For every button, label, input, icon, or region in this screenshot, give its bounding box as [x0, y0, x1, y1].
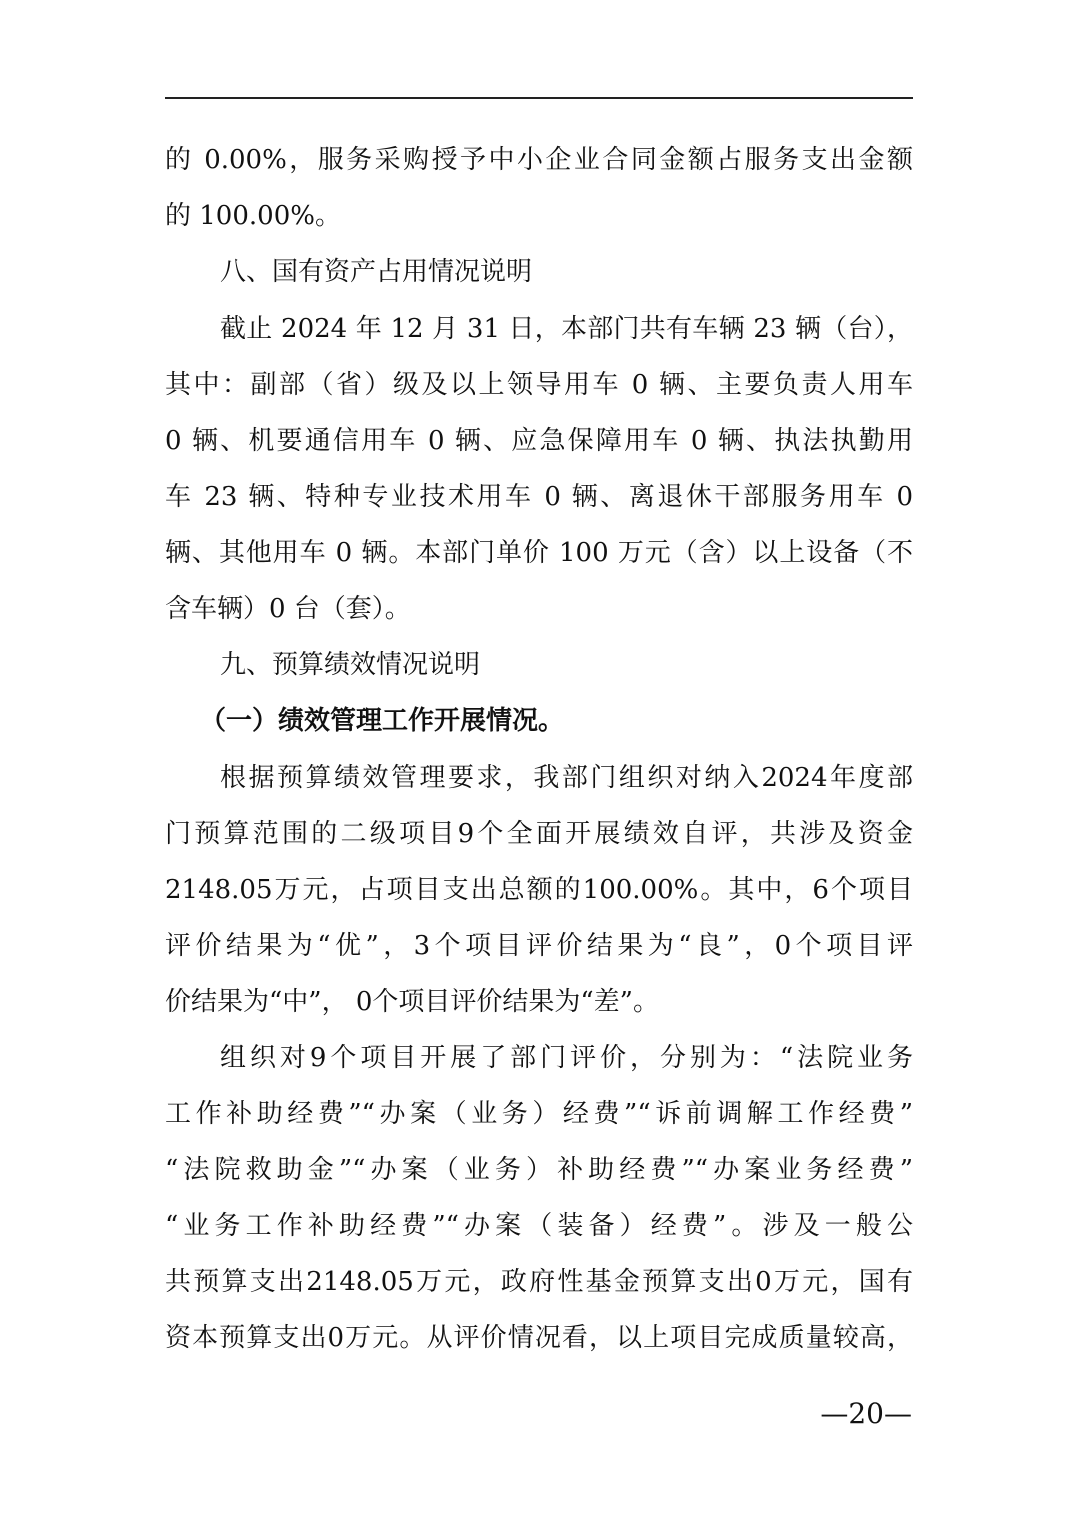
paragraph-line: 车 23 辆、特种专业技术用车 0 辆、离退休干部服务用车 0 [165, 482, 913, 512]
paragraph-line: 根据预算绩效管理要求，我部门组织对纳入2024年度部 [220, 763, 913, 793]
page-number: —20— [820, 1397, 912, 1430]
paragraph-line: “业务工作补助经费”“办案（装备）经费”。涉及一般公 [165, 1211, 913, 1241]
section-heading-8: 八、国有资产占用情况说明 [220, 257, 533, 287]
paragraph-line: 2148.05万元，占项目支出总额的100.00%。其中，6个项目 [165, 875, 913, 905]
paragraph-line: 的 0.00%，服务采购授予中小企业合同金额占服务支出金额 [165, 145, 913, 175]
paragraph-line: 的 100.00%。 [165, 201, 341, 231]
paragraph-line: 价结果为“中”， 0个项目评价结果为“差”。 [165, 987, 659, 1017]
paragraph-line: 0 辆、机要通信用车 0 辆、应急保障用车 0 辆、执法执勤用 [165, 426, 913, 456]
paragraph-line: 共预算支出2148.05万元，政府性基金预算支出0万元，国有 [165, 1267, 913, 1297]
section-heading-9: 九、预算绩效情况说明 [220, 650, 481, 680]
paragraph-line: 门预算范围的二级项目9个全面开展绩效自评，共涉及资金 [165, 819, 913, 849]
paragraph-line: 评价结果为“优”，3个项目评价结果为“良”，0个项目评 [165, 931, 913, 961]
paragraph-line: 截止 2024 年 12 月 31 日，本部门共有车辆 23 辆（台）， [220, 314, 913, 344]
subsection-heading-1: （一）绩效管理工作开展情况。 [200, 706, 565, 736]
paragraph-line: 其中：副部（省）级及以上领导用车 0 辆、主要负责人用车 [165, 370, 913, 400]
header-rule [165, 97, 913, 99]
paragraph-line: “法院救助金”“办案（业务）补助经费”“办案业务经费” [165, 1155, 913, 1185]
paragraph-line: 辆、其他用车 0 辆。本部门单价 100 万元（含）以上设备（不 [165, 538, 913, 568]
paragraph-line: 工作补助经费”“办案（业务）经费”“诉前调解工作经费” [165, 1099, 913, 1129]
paragraph-line: 组织对9个项目开展了部门评价，分别为：“法院业务 [220, 1043, 913, 1073]
paragraph-line: 含车辆）0 台（套）。 [165, 594, 411, 624]
paragraph-line: 资本预算支出0万元。从评价情况看，以上项目完成质量较高， [165, 1323, 913, 1353]
